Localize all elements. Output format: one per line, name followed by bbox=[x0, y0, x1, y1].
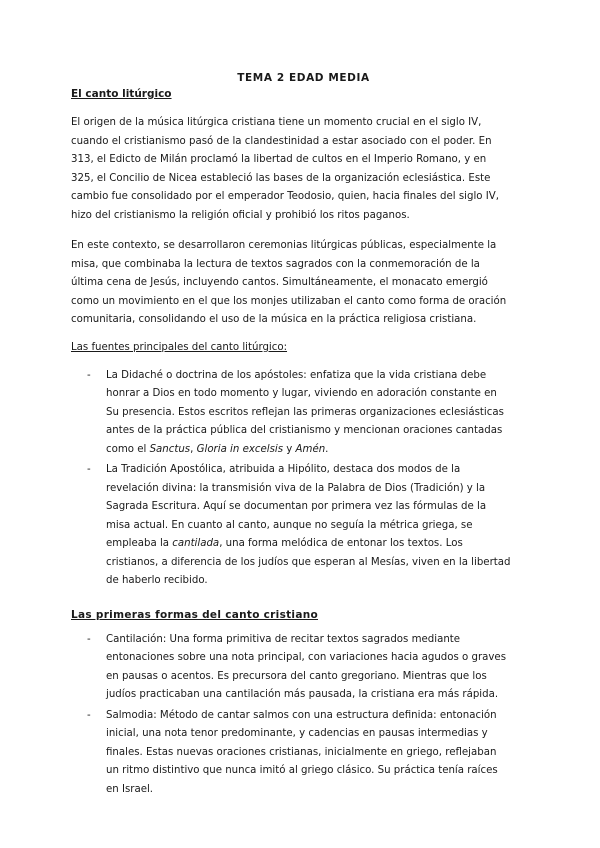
section-heading-canto-liturgico: El canto litúrgico bbox=[71, 88, 172, 100]
list-dash: - bbox=[87, 369, 91, 381]
list-item-salmodia bbox=[87, 707, 512, 800]
cantilada-term: cantilada bbox=[172, 538, 220, 549]
amen-term: Amén bbox=[295, 443, 326, 455]
separator: , bbox=[190, 443, 197, 455]
document-title: TEMA 2 EDAD MEDIA bbox=[237, 72, 370, 84]
paragraph-origen: El origen de la música litúrgica cristiana tiene un momento crucial en el siglo IV, cuando el cristianismo pasó de la clandestinidad a estar asociado con el poder. En 313, el Edicto de Milán proclamó la libertad de cultos en el Imperio Romano, y en 325, el Concilio de Nicea estableció las bases de la organización eclesiástica. Este cambio fue consolidado por el emperador Teodosio, quien, hacia finales del siglo IV, hizo del cristianismo la religión oficial y prohibió los ritos paganos. bbox=[71, 117, 499, 221]
list-item-didache bbox=[87, 367, 512, 460]
salmodia-text: Salmodia: Método de cantar salmos con una estructura definida: entonación inicial, una nota tenor predominante, y cadencias en pausas intermedias y finales. Estas nuevas oraciones cristianas, inicialmente en griego, reflejaban un ritmo distintivo que nunca imitó al griego clásico. Su práctica tenía raíces en Israel. bbox=[106, 709, 498, 795]
period: . bbox=[325, 443, 329, 455]
list-dash: - bbox=[87, 633, 91, 645]
sanctus-term: Sanctus bbox=[149, 443, 191, 455]
list-item-cantilacion bbox=[87, 631, 512, 705]
sources-list bbox=[71, 367, 512, 591]
forms-list bbox=[71, 631, 512, 800]
section-heading-primeras-formas: Las primeras formas del canto cristiano bbox=[71, 608, 319, 621]
section-heading-fuentes: Las fuentes principales del canto litúrgico: bbox=[71, 341, 288, 353]
separator: y bbox=[283, 443, 296, 455]
tradicion-text-end: , una forma melódica de entonar los textos. Los cristianos, a diferencia de los judíos que esperan al Mesías, viven en la libertad de haberlo recibido. bbox=[106, 538, 511, 586]
gloria-term: Gloria in excelsis bbox=[196, 443, 284, 455]
tradicion-text: La Tradición Apostólica, atribuida a Hipólito, destaca dos modos de la revelación divina: la transmisión viva de la Palabra de Dios (Tradición) y la Sagrada Escritura. Aquí se documentan por primera vez las fórmulas de la misa actual. En cuanto al canto, aunque no seguía la métrica griega, se empleaba la bbox=[106, 464, 487, 549]
cantilacion-text: Cantilación: Una forma primitiva de recitar textos sagrados mediante entonaciones sobre una nota principal, con variaciones hacia agudos o graves en pausas o acentos. Es precursora del canto gregoriano. Mientras que los judíos practicaban una cantilación más pausada, la cristiana era más rápida. bbox=[106, 633, 507, 700]
list-dash: - bbox=[87, 464, 91, 475]
list-item-tradicion-apostolica bbox=[87, 461, 512, 591]
didache-text: La Didaché o doctrina de los apóstoles: enfatiza que la vida cristiana debe honrar a Dios en todo momento y lugar, viviendo en adoración constante en Su presencia. Estos escritos reflejan las primeras organizaciones eclesiásticas antes de la práctica pública del cristianismo y mencionan oraciones cantadas como el bbox=[106, 369, 504, 455]
paragraph-contexto: En este contexto, se desarrollaron ceremonias litúrgicas públicas, especialmente la misa, que combinaba la lectura de textos sagrados con la conmemoración de la última cena de Jesús, incluyendo cantos. Simultáneamente, el monacato emergió como un movimiento en el que los monjes utilizaban el canto como forma de oración comunitaria, consolidando el uso de la música en la práctica religiosa cristiana. bbox=[71, 240, 507, 325]
list-dash: - bbox=[87, 709, 91, 721]
